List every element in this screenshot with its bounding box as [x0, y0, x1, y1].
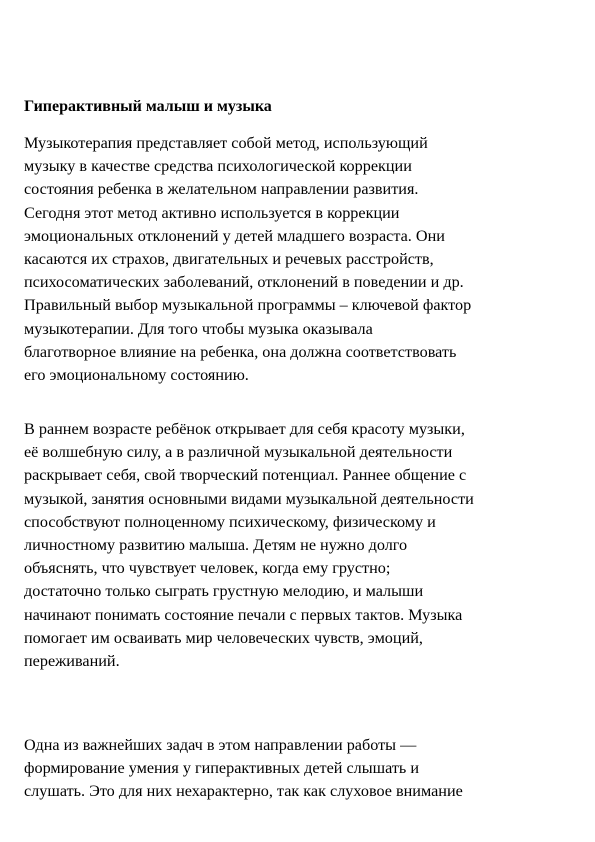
- paragraph-3: [24, 734, 572, 804]
- paragraph-line: Сегодня этот метод активно используется в коррекции: [24, 203, 400, 222]
- paragraph-line: достаточно только сыграть грустную мелодию, и малыши: [24, 582, 424, 601]
- paragraph-line: формирование умения у гиперактивных детей слышать и: [24, 759, 420, 778]
- paragraph-line: личностному развитию малыша. Детям не нужно долго: [24, 536, 408, 555]
- paragraph-line: музыку в качестве средства психологической коррекции: [24, 157, 412, 176]
- paragraph-line: касаются их страхов, двигательных и речевых расстройств,: [24, 250, 434, 269]
- paragraph-line: эмоциональных отклонений у детей младшего возраста. Они: [24, 226, 445, 245]
- paragraph-line: музыкотерапии. Для того чтобы музыка оказывала: [24, 319, 373, 338]
- paragraph-line: раскрывает себя, свой творческий потенциал. Раннее общение с: [24, 466, 467, 485]
- paragraph-line: Музыкотерапия представляет собой метод, использующий: [24, 134, 428, 152]
- paragraph-line: слушать. Это для них нехарактерно, так как слуховое внимание: [24, 782, 463, 801]
- paragraph-line: В раннем возрасте ребёнок открывает для себя красоту музыки,: [24, 420, 465, 438]
- paragraph-line: способствуют полноценному психическому, физическому и: [24, 512, 436, 531]
- paragraph-line: его эмоциональному состоянию.: [24, 366, 249, 385]
- paragraph-line: Одна из важнейших задач в этом направлении работы —: [24, 736, 417, 754]
- paragraph-2: [24, 418, 572, 673]
- paragraph-line: музыкой, занятия основными видами музыкальной деятельности: [24, 489, 474, 508]
- document-title: Гиперактивный малыш и музыка: [24, 98, 272, 115]
- paragraph-line: её волшебную силу, а в различной музыкальной деятельности: [24, 443, 453, 462]
- paragraph-line: благотворное влияние на ребенка, она должна соответствовать: [24, 342, 457, 361]
- paragraph-line: начинают понимать состояние печали с первых тактов. Музыка: [24, 605, 463, 624]
- paragraph-line: помогает им осваивать мир человеческих чувств, эмоций,: [24, 628, 423, 647]
- paragraph-line: переживаний.: [24, 652, 120, 671]
- paragraph-line: психосоматических заболеваний, отклонений в поведении и др.: [24, 273, 464, 292]
- paragraph-line: объяснять, что чувствует человек, когда ему грустно;: [24, 559, 391, 578]
- paragraph-1: [24, 132, 572, 387]
- paragraph-line: Правильный выбор музыкальной программы – ключевой фактор: [24, 296, 472, 315]
- paragraph-line: состояния ребенка в желательном направлении развития.: [24, 180, 419, 199]
